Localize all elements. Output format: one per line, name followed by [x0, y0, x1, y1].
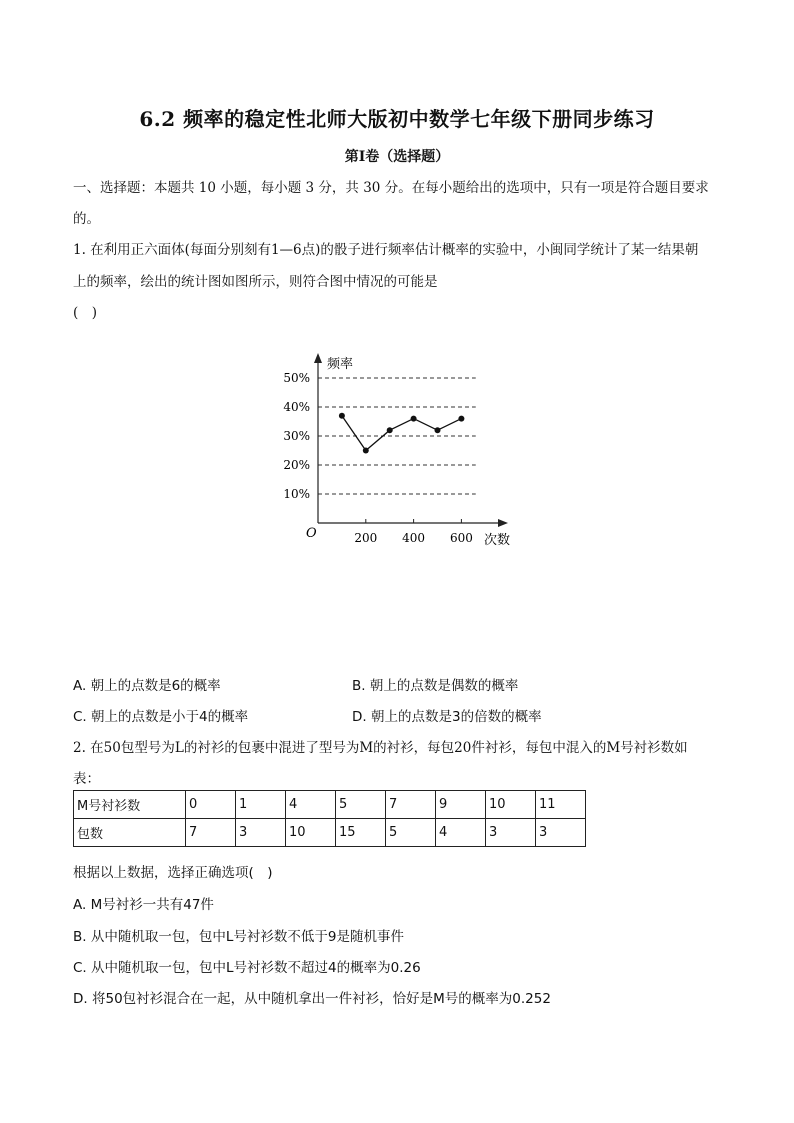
table-row	[74, 819, 586, 847]
q2-option-a: A. M号衬衫一共有47件	[73, 897, 214, 913]
instructions-line-2: 的。	[73, 211, 100, 227]
y-tick-label: 40%	[283, 400, 310, 414]
instructions-line-1: 一、选择题：本题共 10 小题，每小题 3 分，共 30 分。在每小题给出的选项中，只有一项是符合题目要求	[73, 180, 709, 196]
data-point	[435, 427, 441, 433]
x-tick-label: 600	[449, 531, 473, 545]
table-cell: 7	[186, 819, 236, 847]
question-1-line-1: 1. 在利用正六面体(每面分别刻有1—6点)的骰子进行频率估计概率的实验中，小闽同学统计了某一结果朝	[73, 242, 699, 258]
table-cell: 4	[436, 819, 486, 847]
data-point	[363, 448, 369, 454]
table-cell: 3	[236, 819, 286, 847]
question-1-blank: ( )	[73, 305, 98, 321]
table-cell: 10	[286, 819, 336, 847]
table-cell: 9	[436, 791, 486, 819]
table-cell: 10	[486, 791, 536, 819]
table-cell: 15	[336, 819, 386, 847]
table-cell: 3	[486, 819, 536, 847]
table-header-cell: 包数	[74, 819, 186, 847]
table-cell: 1	[236, 791, 286, 819]
y-axis-label: 频率	[327, 357, 354, 372]
table-cell: 5	[386, 819, 436, 847]
table-cell: 11	[536, 791, 586, 819]
table-row	[74, 791, 586, 819]
chart-ticks	[283, 371, 473, 545]
q2-option-c: C. 从中随机取一包，包中L号衬衫数不超过4的概率为0.26	[73, 960, 421, 976]
chart-grid	[318, 378, 476, 494]
origin-label: O	[306, 526, 317, 541]
frequency-line-chart	[260, 345, 530, 555]
x-axis-label: 次数	[484, 533, 511, 548]
question-2-line-2: 表：	[73, 771, 100, 787]
q1-option-a: A. 朝上的点数是6的概率	[73, 678, 221, 694]
q1-option-b: B. 朝上的点数是偶数的概率	[352, 678, 519, 694]
page-title: 6.2 频率的稳定性北师大版初中数学七年级下册同步练习	[139, 107, 655, 131]
q2-option-b: B. 从中随机取一包，包中L号衬衫数不低于9是随机事件	[73, 929, 404, 945]
y-tick-label: 50%	[283, 371, 310, 385]
shirt-data-table	[73, 790, 586, 847]
y-tick-label: 30%	[283, 429, 310, 443]
x-tick-label: 400	[402, 531, 426, 545]
x-axis-arrow	[498, 519, 508, 527]
x-tick-label: 200	[354, 531, 378, 545]
y-tick-label: 10%	[283, 487, 310, 501]
table-cell: 3	[536, 819, 586, 847]
question-2-line-1: 2. 在50包型号为L的衬衫的包裹中混进了型号为M的衬衫，每包20件衬衫，每包中混入的M号衬衫数如	[73, 740, 688, 756]
chart-series	[339, 413, 465, 454]
q1-option-c: C. 朝上的点数是小于4的概率	[73, 709, 249, 725]
question-2-prompt: 根据以上数据，选择正确选项( )	[73, 865, 273, 881]
table-cell: 5	[336, 791, 386, 819]
q1-option-d: D. 朝上的点数是3的倍数的概率	[352, 709, 542, 725]
table-header-cell: M号衬衫数	[74, 791, 186, 819]
table-cell: 4	[286, 791, 336, 819]
q2-option-d: D. 将50包衬衫混合在一起，从中随机拿出一件衬衫，恰好是M号的概率为0.252	[73, 991, 551, 1007]
question-1-line-2: 上的频率，绘出的统计图如图所示，则符合图中情况的可能是	[73, 274, 438, 290]
data-point	[387, 427, 393, 433]
y-axis-arrow	[314, 353, 322, 363]
data-point	[339, 413, 345, 419]
table-cell: 7	[386, 791, 436, 819]
data-point	[458, 416, 464, 422]
series-line	[342, 416, 462, 451]
table-cell: 0	[186, 791, 236, 819]
data-point	[411, 416, 417, 422]
y-tick-label: 20%	[283, 458, 310, 472]
chart-axes	[314, 353, 508, 527]
section-subtitle: 第I卷（选择题）	[344, 149, 450, 165]
